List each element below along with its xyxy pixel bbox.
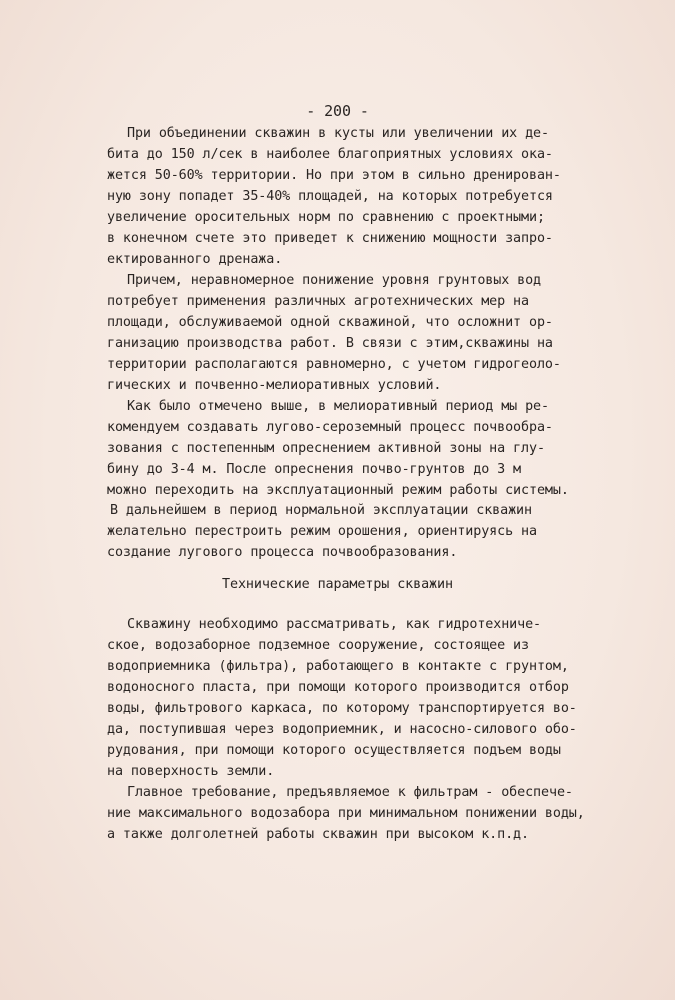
text-line: рудования, при помощи которого осуществляется подъем воды <box>107 743 561 758</box>
text-line: В дальнейшем в период нормальной эксплуатации скважин <box>110 503 532 518</box>
section-heading: Технические параметры скважин <box>222 577 453 592</box>
text-line: в конечном счете это приведет к снижению мощности запро- <box>107 231 553 246</box>
text-line: Главное требование, предъявляемое к фильтрам - обеспече- <box>127 785 573 800</box>
text-line: водоприемника (фильтра), работающего в контакте с грунтом, <box>107 659 569 674</box>
text-line: воды, фильтрового каркаса, по которому транспортируется во- <box>107 701 577 716</box>
text-line: бита до 150 л/сек в наиболее благоприятных условиях ока- <box>107 147 553 162</box>
text-line: Как было отмечено выше, в мелиоративный период мы ре- <box>127 399 549 414</box>
text-line: ганизацию производства работ. В связи с этим,скважины на <box>107 336 553 351</box>
text-line: зования с постепенным опреснением активной зоны на глу- <box>107 441 545 456</box>
text-line: а также долголетней работы скважин при высоком к.п.д. <box>107 827 529 842</box>
text-line: территории располагаются равномерно, с учетом гидрогеоло- <box>107 357 561 372</box>
text-line: потребует применения различных агротехнических мер на <box>107 294 529 309</box>
text-line: ную зону попадет 35-40% площадей, на которых потребуется <box>107 189 553 204</box>
text-line: жется 50-60% территории. Но при этом в сильно дренирован- <box>107 168 561 183</box>
text-line: водоносного пласта, при помощи которого производится отбор <box>107 680 569 695</box>
text-line: Причем, неравномерное понижение уровня грунтовых вод <box>127 273 542 288</box>
text-line: комендуем создавать лугово-сероземный процесс почвообра- <box>107 420 553 435</box>
text-line: бину до 3-4 м. После опреснения почво-грунтов до 3 м <box>107 462 522 477</box>
text-line: создание лугового процесса почвообразования. <box>107 545 458 560</box>
text-line: Скважину необходимо рассматривать, как гидротехниче- <box>127 617 542 632</box>
text-line: гических и почвенно-мелиоративных условий. <box>107 378 442 393</box>
text-line: При объединении скважин в кусты или увеличении их де- <box>127 126 549 141</box>
text-line: на поверхность земли. <box>107 764 275 779</box>
text-line: увеличение оросительных норм по сравнению с проектными; <box>107 210 545 225</box>
text-line: ние максимального водозабора при минимальном понижении воды, <box>107 806 585 821</box>
page-number: - 200 - <box>306 102 369 120</box>
text-line: желательно перестроить режим орошения, ориентируясь на <box>107 524 537 539</box>
text-line: можно переходить на эксплуатационный режим работы системы. <box>107 483 569 498</box>
text-line: ектированного дренажа. <box>107 252 283 267</box>
text-line: ское, водозаборное подземное сооружение, состоящее из <box>107 638 529 653</box>
text-line: да, поступившая через водоприемник, и насосно-силового обо- <box>107 722 577 737</box>
text-line: площади, обслуживаемой одной скважиной, что осложнит ор- <box>107 315 553 330</box>
